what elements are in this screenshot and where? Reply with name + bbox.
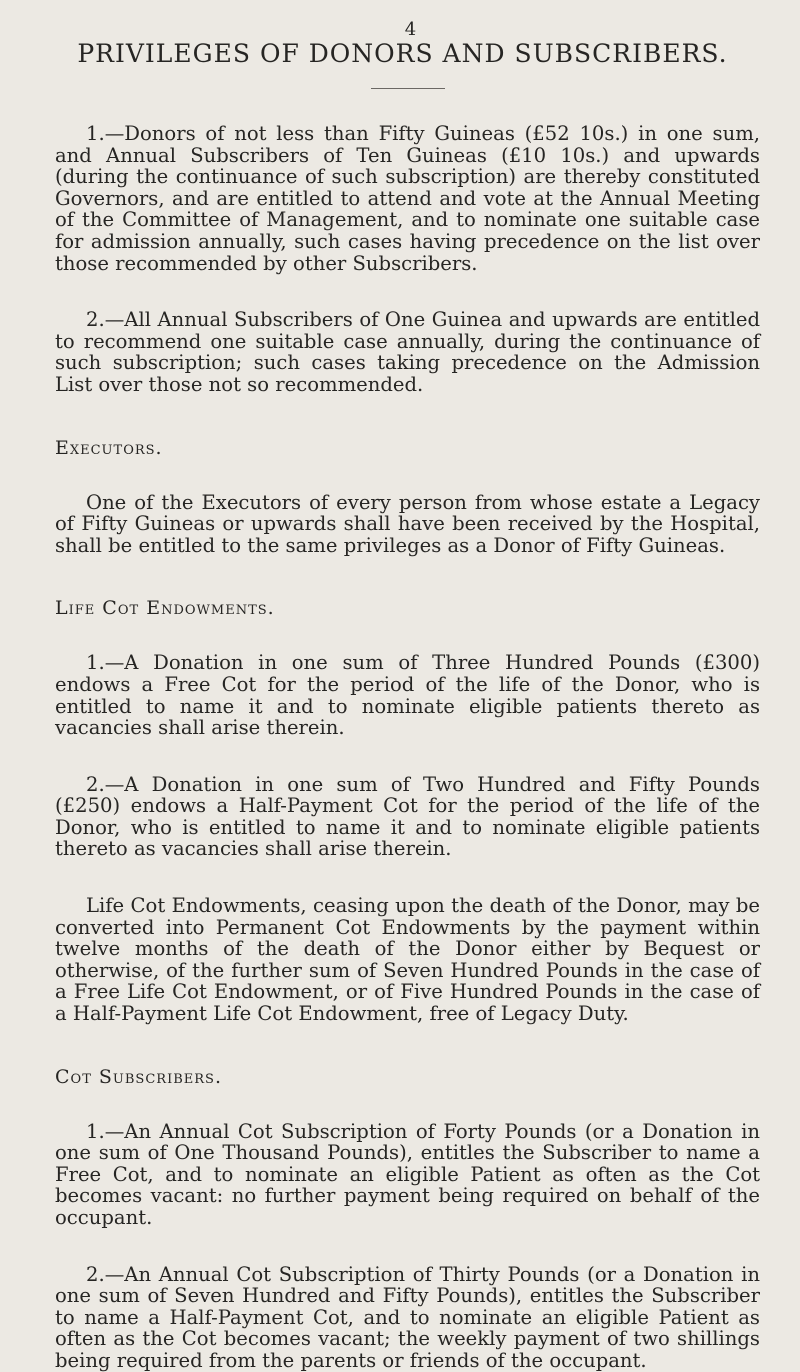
donors-section bbox=[55, 123, 760, 396]
life-cot-paragraph-3: Life Cot Endowments, ceasing upon the death of the Donor, may be converted into Permanent Cot Endowments by the payment within twelve months of the death of the Donor either by Bequest or otherwise, of the further sum of Seven Hundred Pounds in the case of a Free Life Cot Endowment, or of Five Hundred Pounds in the case of a Half-Payment Life Cot Endowment, free of Legacy Duty. bbox=[55, 894, 760, 1026]
donors-paragraph-2: 2.—All Annual Subscribers of One Guinea and upwards are entitled to recommend one suitable case annually, during the continuance of such subscription; such cases taking precedence on the Admission List over those not so recommended. bbox=[55, 308, 760, 396]
page-title: PRIVILEGES OF DONORS AND SUBSCRIBERS. bbox=[77, 39, 728, 68]
life-cot-heading: Life Cot Endowments. bbox=[55, 597, 275, 620]
life-cot-paragraph-2: 2.—A Donation in one sum of Two Hundred and Fifty Pounds (£250) endows a Half-Payment Cot for the period of the life of the Donor, who is entitled to name it and to nominate eligible patients thereto as vacancies shall arise therein. bbox=[55, 772, 760, 861]
cot-subscribers-heading: Cot Subscribers. bbox=[55, 1065, 222, 1088]
page-number: 4 bbox=[404, 19, 417, 40]
cot-subscribers-section bbox=[55, 1066, 760, 1372]
cot-subscribers-paragraph-2: 2.—An Annual Cot Subscription of Thirty Pounds (or a Donation in one sum of Seven Hundred and Fifty Pounds), entitles the Subscriber to name a Half-Payment Cot, and to nominate an eligible Patient as often as the Cot becomes vacant; the weekly payment of two shillings being required from the parents or friends of the occupant. bbox=[55, 1262, 760, 1372]
executors-heading: Executors. bbox=[55, 436, 163, 459]
executors-section bbox=[55, 437, 760, 557]
donors-paragraph-1: 1.—Donors of not less than Fifty Guineas (£52 10s.) in one sum, and Annual Subscribers of Ten Guineas (£10 10s.) and upwards (during the continuance of such subscription) are thereby constituted Governors, and are entitled to attend and vote at the Annual Meeting of the Committee of Management, and to nominate one suitable case for admission annually, such cases having precedence on the list over those recommended by other Subscribers. bbox=[55, 122, 760, 275]
title-rule bbox=[371, 88, 445, 89]
life-cot-paragraph-1: 1.—A Donation in one sum of Three Hundred Pounds (£300) endows a Free Cot for the period of the life of the Donor, who is entitled to name it and to nominate eligible patients thereto as vacancies shall arise therein. bbox=[55, 651, 760, 740]
life-cot-section bbox=[55, 597, 760, 1024]
cot-subscribers-paragraph-1: 1.—An Annual Cot Subscription of Forty Pounds (or a Donation in one sum of One Thousand Pounds), entitles the Subscriber to name a Free Cot, and to nominate an eligible Patient as often as the Cot becomes vacant: no further payment being required on behalf of the occupant. bbox=[55, 1119, 760, 1229]
executors-paragraph-1: One of the Executors of every person from whose estate a Legacy of Fifty Guineas or upwards shall have been received by the Hospital, shall be entitled to the same privileges as a Donor of Fifty Guineas. bbox=[55, 490, 760, 557]
